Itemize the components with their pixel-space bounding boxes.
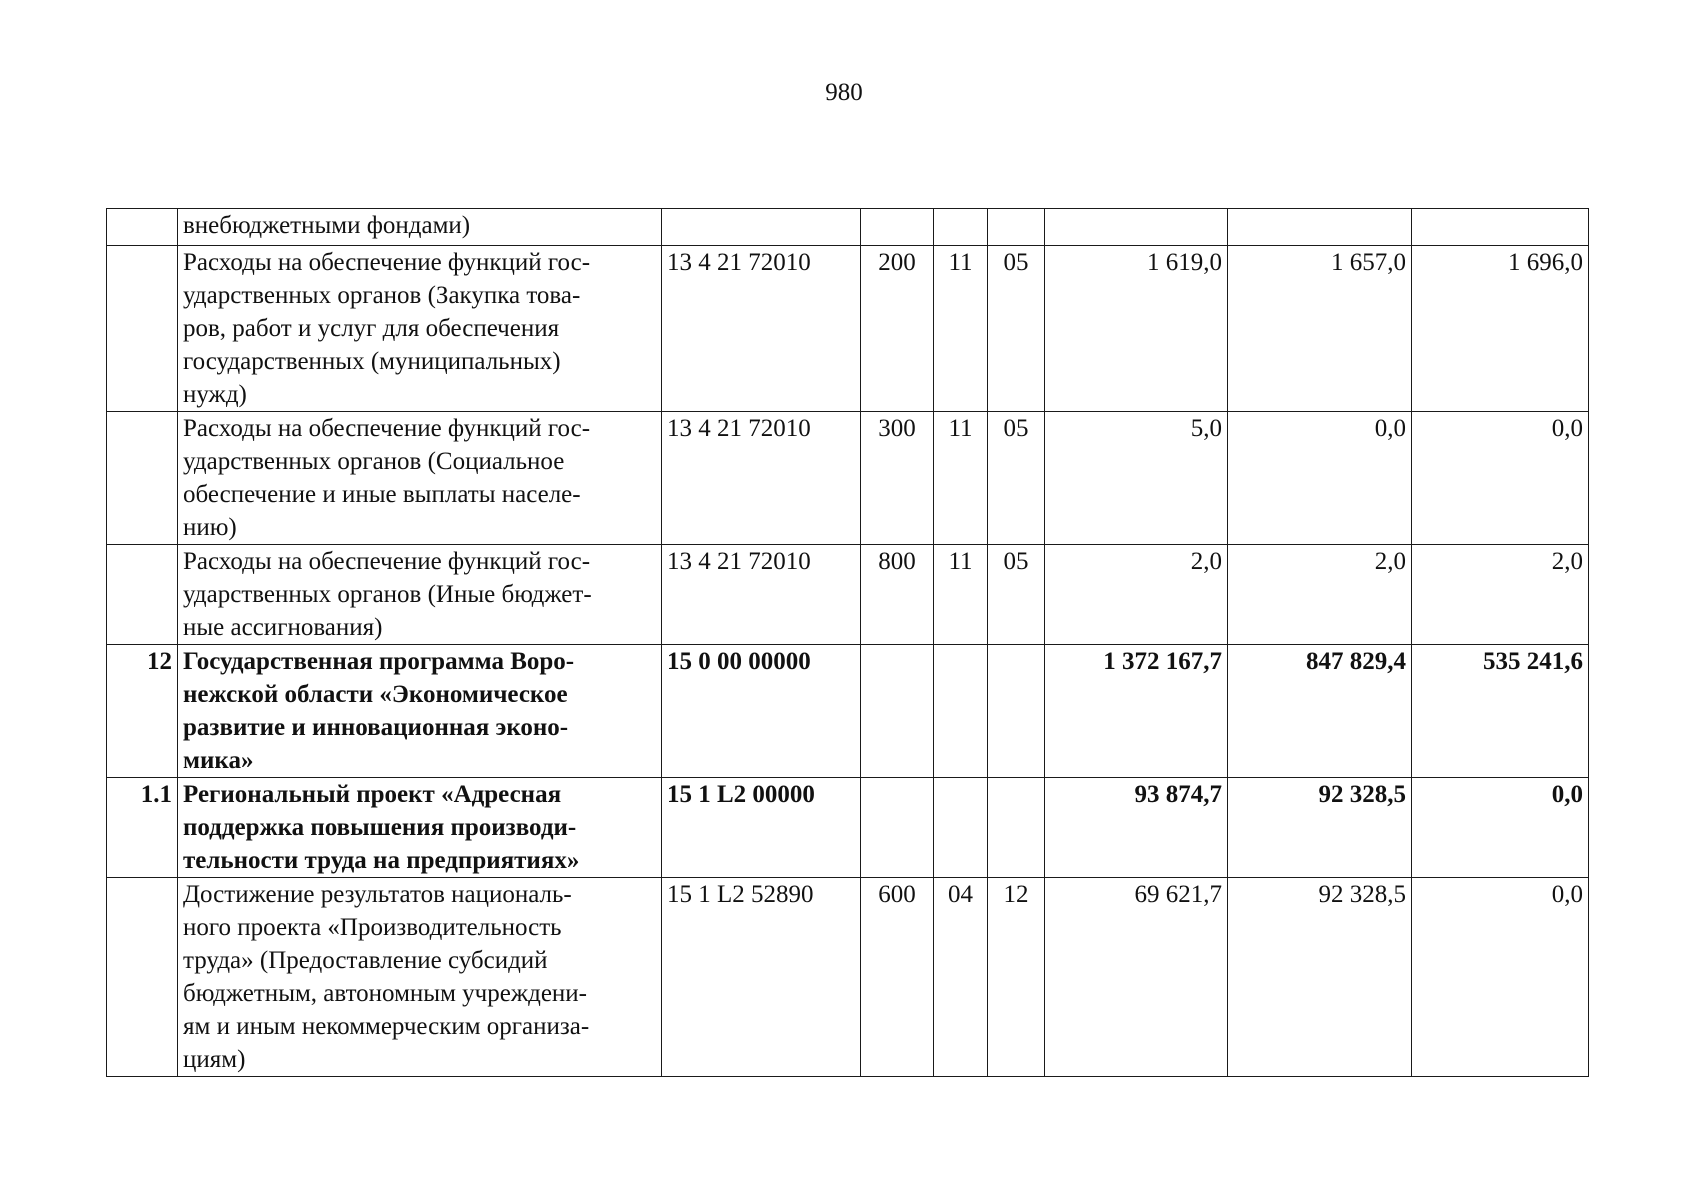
amount-year1-cell: [1045, 209, 1228, 246]
expense-name-line: внебюджетными фондами): [183, 212, 471, 239]
target-article-code-cell: 15 1 L2 52890: [662, 878, 861, 1077]
amount-year2-cell: 2,0: [1228, 545, 1412, 645]
amount-year1-cell: 1 372 167,7: [1045, 645, 1228, 778]
table-row: [107, 209, 1589, 246]
amount-year1-cell: 69 621,7: [1045, 878, 1228, 1077]
expense-name-line: тельности труда на предприятиях»: [183, 847, 580, 874]
expense-name-cell: [178, 412, 662, 545]
expense-name-line: мика»: [183, 747, 254, 774]
subsection-cell: 05: [988, 545, 1045, 645]
amount-year2-cell: [1228, 209, 1412, 246]
table-row: [107, 645, 1589, 778]
expense-name-line: обеспечение и иные выплаты населе-: [183, 481, 581, 508]
expense-name-line: Региональный проект «Адресная: [183, 781, 562, 808]
expense-type-cell: 200: [861, 246, 934, 412]
expense-type-cell: [861, 778, 934, 878]
expense-type-cell: 300: [861, 412, 934, 545]
expense-name-line: развитие и инновационная эконо-: [183, 714, 569, 741]
expense-name-cell: [178, 545, 662, 645]
expense-name-line: ям и иным некоммерческим организа-: [183, 1013, 590, 1040]
expense-type-cell: 800: [861, 545, 934, 645]
amount-year3-cell: 0,0: [1412, 878, 1589, 1077]
amount-year3-cell: 0,0: [1412, 412, 1589, 545]
expense-name-line: Достижение результатов националь-: [183, 881, 572, 908]
amount-year3-cell: 1 696,0: [1412, 246, 1589, 412]
expense-name-line: труда» (Предоставление субсидий: [183, 947, 548, 974]
subsection-cell: 05: [988, 412, 1045, 545]
table-body: [107, 209, 1589, 1077]
amount-year1-cell: 93 874,7: [1045, 778, 1228, 878]
expense-name-cell: [178, 246, 662, 412]
section-cell: 11: [934, 412, 988, 545]
row-number-cell: 12: [107, 645, 178, 778]
row-number-cell: 1.1: [107, 778, 178, 878]
section-cell: 11: [934, 545, 988, 645]
subsection-cell: [988, 778, 1045, 878]
expense-name-line: ударственных органов (Иные бюджет-: [183, 581, 592, 608]
expense-name-line: бюджетным, автономным учреждени-: [183, 980, 587, 1007]
amount-year2-cell: 847 829,4: [1228, 645, 1412, 778]
subsection-cell: [988, 645, 1045, 778]
page-number: 980: [825, 79, 863, 106]
expense-name-line: нию): [183, 514, 237, 541]
expense-type-cell: [861, 209, 934, 246]
expense-name-line: государственных (муниципальных): [183, 348, 561, 375]
expense-name-cell: [178, 778, 662, 878]
row-number-cell: [107, 246, 178, 412]
expense-name-cell: [178, 878, 662, 1077]
expense-name-line: Государственная программа Воро-: [183, 648, 575, 675]
expense-type-cell: 600: [861, 878, 934, 1077]
target-article-code-cell: 13 4 21 72010: [662, 246, 861, 412]
subsection-cell: 12: [988, 878, 1045, 1077]
expense-name-line: ударственных органов (Социальное: [183, 448, 565, 475]
expense-name-line: ров, работ и услуг для обеспечения: [183, 315, 560, 342]
expense-name-line: Расходы на обеспечение функций гос-: [183, 548, 591, 575]
amount-year3-cell: 0,0: [1412, 778, 1589, 878]
expense-name-line: ного проекта «Производительность: [183, 914, 562, 941]
row-number-cell: [107, 878, 178, 1077]
table-row: [107, 545, 1589, 645]
amount-year3-cell: 2,0: [1412, 545, 1589, 645]
target-article-code-cell: [662, 209, 861, 246]
expense-name-line: нежской области «Экономическое: [183, 681, 568, 708]
amount-year2-cell: 92 328,5: [1228, 778, 1412, 878]
expense-name-line: ударственных органов (Закупка това-: [183, 282, 581, 309]
expense-name-line: Расходы на обеспечение функций гос-: [183, 249, 591, 276]
expense-name-line: нужд): [183, 381, 247, 408]
target-article-code-cell: 15 0 00 00000: [662, 645, 861, 778]
expense-name-cell: [178, 209, 662, 246]
target-article-code-cell: 13 4 21 72010: [662, 545, 861, 645]
target-article-code-cell: 15 1 L2 00000: [662, 778, 861, 878]
table-row: [107, 412, 1589, 545]
table-row: [107, 246, 1589, 412]
subsection-cell: 05: [988, 246, 1045, 412]
amount-year1-cell: 1 619,0: [1045, 246, 1228, 412]
expense-name-cell: [178, 645, 662, 778]
row-number-cell: [107, 412, 178, 545]
amount-year3-cell: [1412, 209, 1589, 246]
row-number-cell: [107, 209, 178, 246]
expense-name-line: ные ассигнования): [183, 614, 383, 641]
row-number-cell: [107, 545, 178, 645]
amount-year2-cell: 92 328,5: [1228, 878, 1412, 1077]
section-cell: [934, 645, 988, 778]
table-row: [107, 778, 1589, 878]
budget-table: [106, 208, 1589, 1077]
section-cell: [934, 778, 988, 878]
section-cell: 04: [934, 878, 988, 1077]
amount-year2-cell: 1 657,0: [1228, 246, 1412, 412]
amount-year1-cell: 5,0: [1045, 412, 1228, 545]
expense-name-line: поддержка повышения производи-: [183, 814, 577, 841]
expense-name-line: Расходы на обеспечение функций гос-: [183, 415, 591, 442]
subsection-cell: [988, 209, 1045, 246]
target-article-code-cell: 13 4 21 72010: [662, 412, 861, 545]
expense-name-line: циям): [183, 1046, 246, 1073]
table-row: [107, 878, 1589, 1077]
amount-year3-cell: 535 241,6: [1412, 645, 1589, 778]
amount-year2-cell: 0,0: [1228, 412, 1412, 545]
section-cell: 11: [934, 246, 988, 412]
section-cell: [934, 209, 988, 246]
amount-year1-cell: 2,0: [1045, 545, 1228, 645]
expense-type-cell: [861, 645, 934, 778]
